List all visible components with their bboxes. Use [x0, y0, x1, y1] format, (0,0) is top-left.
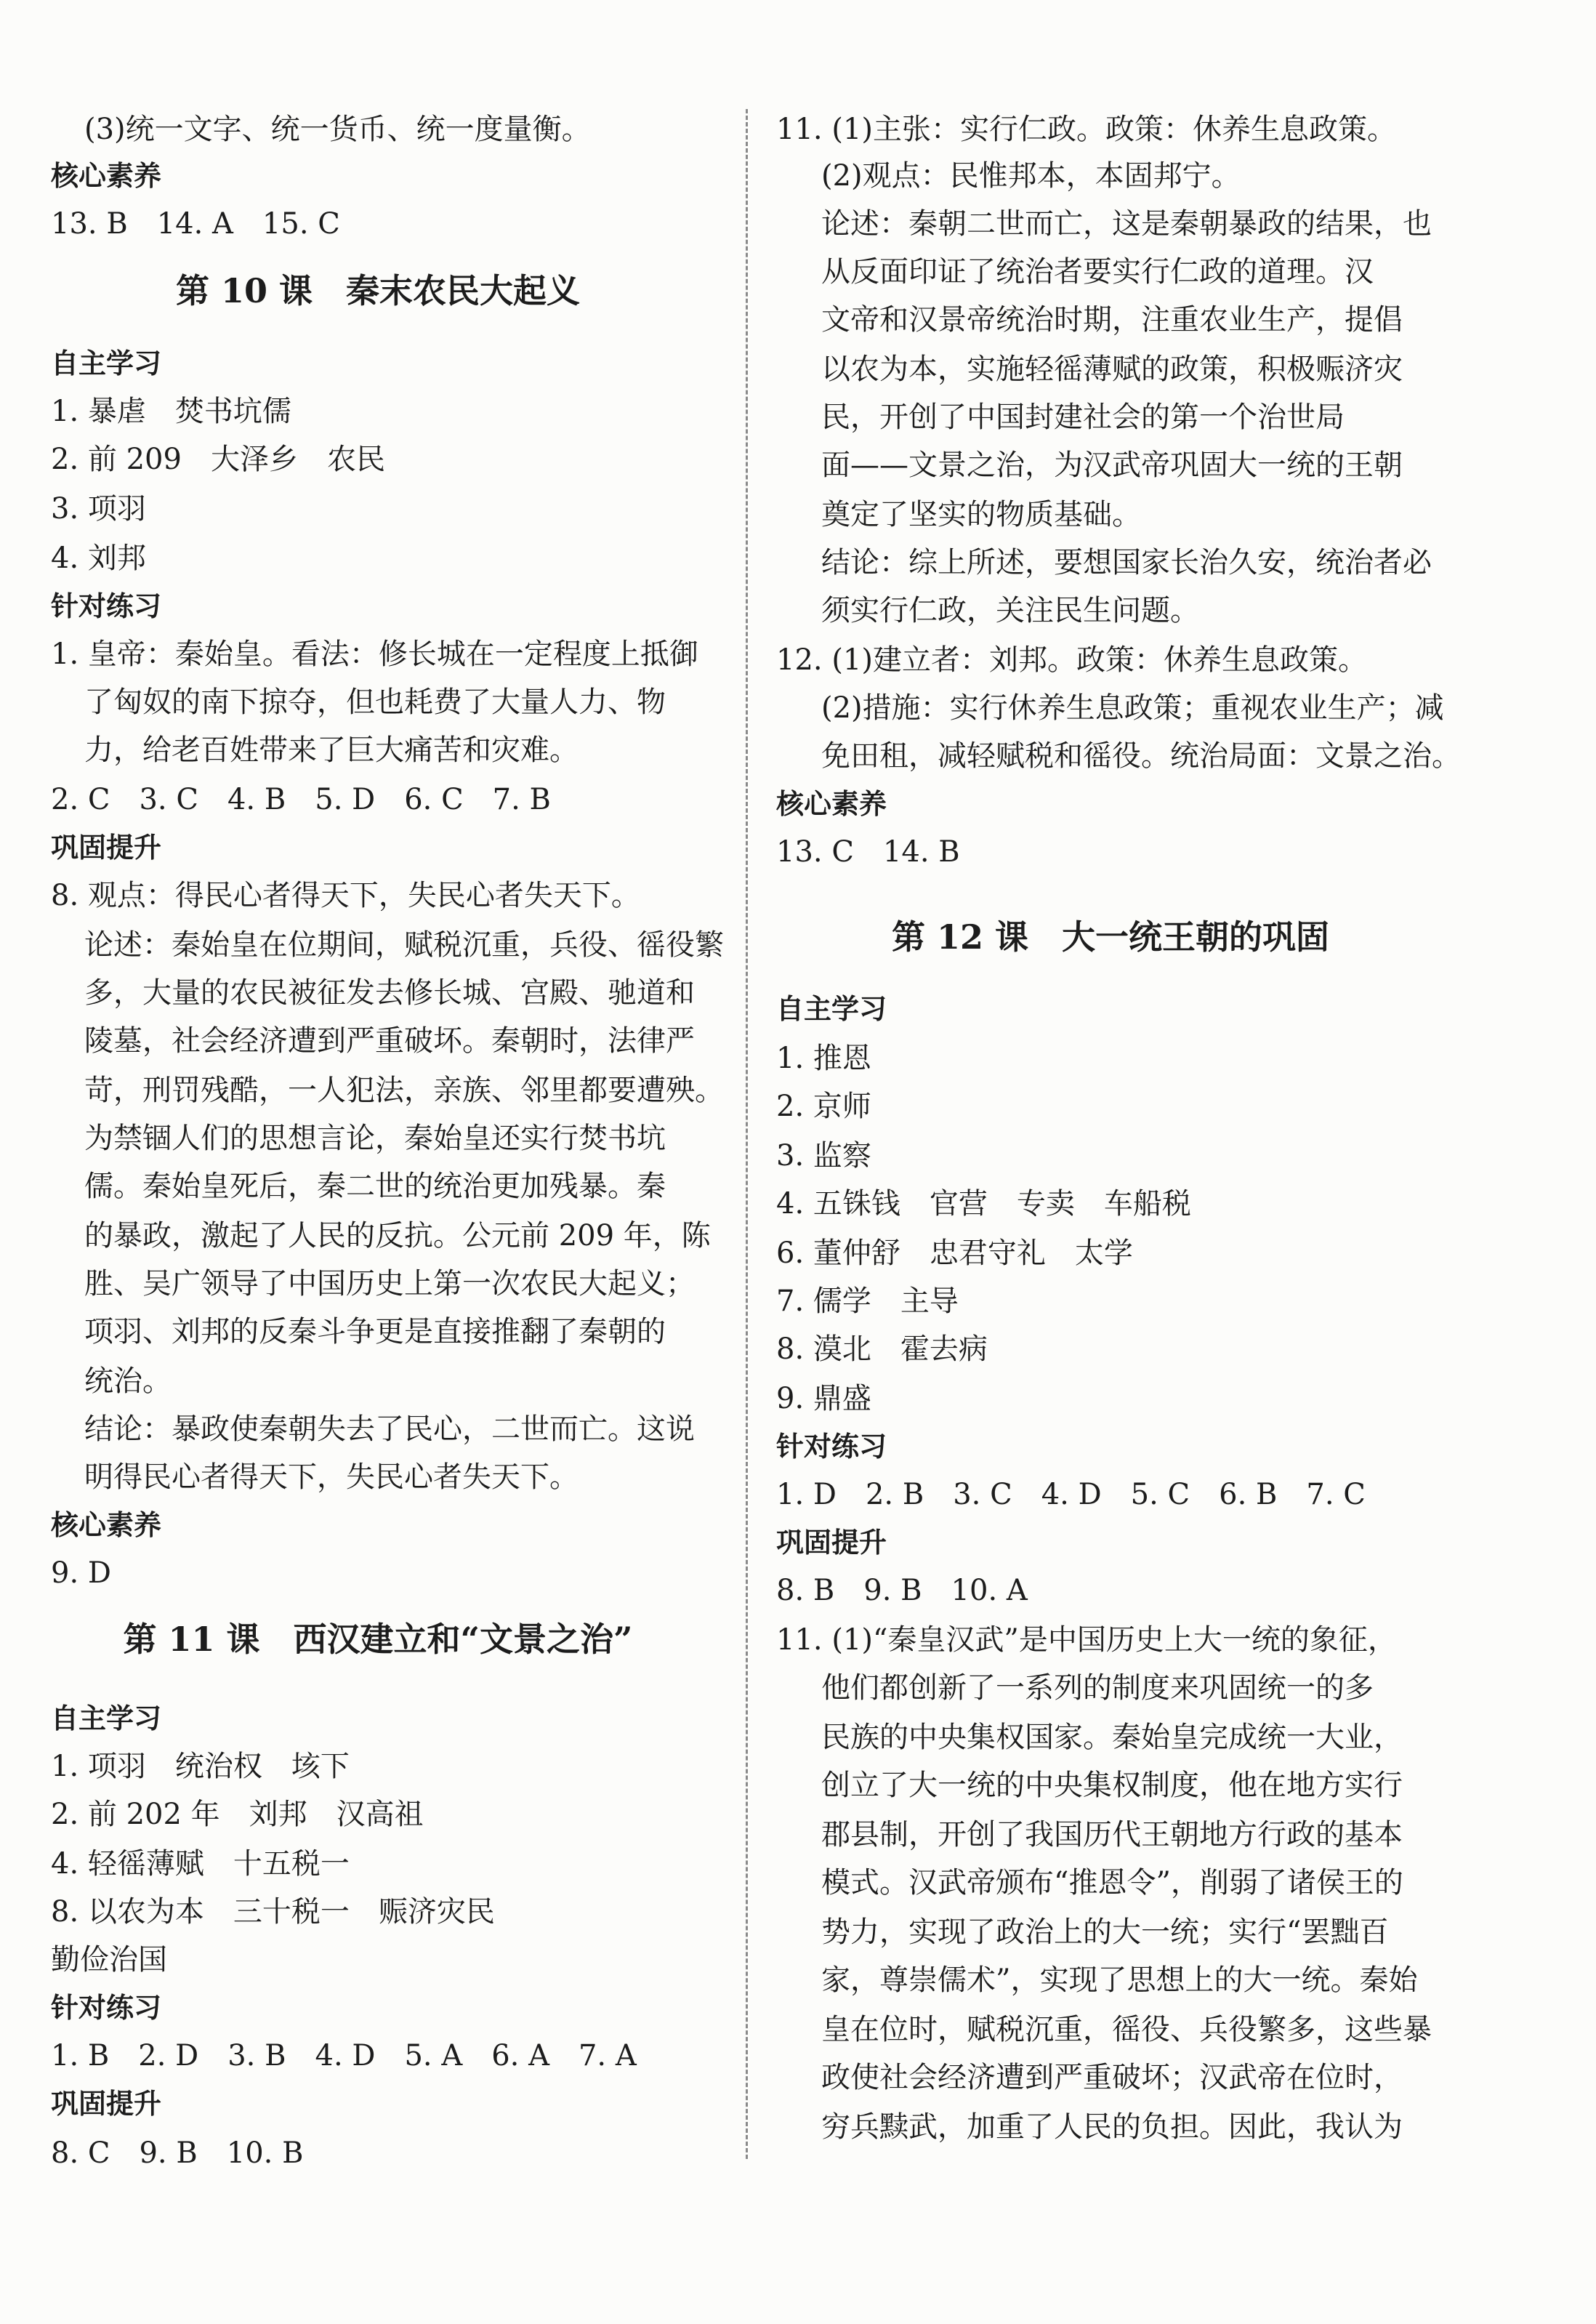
answer-line: 8. 观点：得民心者得天下，失民心者失天下。 [51, 879, 640, 912]
lesson-title: 第 11 课 西汉建立和“文景之治” [123, 1620, 633, 1659]
answer-line: 4. 刘邦 [51, 542, 146, 575]
answer-line: 以农为本，实施轻徭薄赋的政策，积极赈济灾 [821, 353, 1403, 386]
answer-line: 1. 推恩 [776, 1042, 871, 1075]
answer-line: 皇在位时，赋税沉重，徭役、兵役繁多，这些暴 [821, 2013, 1432, 2046]
answer-line: 他们都创新了一系列的制度来巩固统一的多 [821, 1671, 1374, 1705]
answer-line: 苛，刑罚残酷，一人犯法，亲族、邻里都要遭殃。 [84, 1074, 724, 1107]
answer-line: 统治。 [84, 1364, 172, 1398]
answer-line: 3. 项羽 [51, 492, 146, 526]
answer-line: 为禁锢人们的思想言论，秦始皇还实行焚书坑 [84, 1122, 666, 1155]
section-heading: 巩固提升 [51, 2088, 162, 2120]
answer-line: 胜、吴广领导了中国历史上第一次农民大起义； [84, 1267, 695, 1300]
answer-line: 项羽、刘邦的反秦斗争更是直接推翻了秦朝的 [84, 1315, 666, 1348]
answer-line: 论述：秦始皇在位期间，赋税沉重，兵役、徭役繁 [84, 928, 724, 962]
answer-line: 2. 京师 [776, 1090, 871, 1123]
answer-line: 13. C 14. B [776, 835, 960, 869]
answer-line: 民，开创了中国封建社会的第一个治世局 [821, 401, 1345, 434]
answer-line: 面——文景之治，为汉武帝巩固大一统的王朝 [821, 449, 1403, 482]
answer-line: 了匈奴的南下掠夺，但也耗费了大量人力、物 [84, 685, 666, 719]
answer-line: (3)统一文字、统一货币、统一度量衡。 [84, 113, 591, 146]
answer-line: 2. 前 209 大泽乡 农民 [51, 443, 385, 476]
answer-line: 1. 皇帝：秦始皇。看法：修长城在一定程度上抵御 [51, 638, 698, 671]
answer-line: 从反面印证了统治者要实行仁政的道理。汉 [821, 255, 1374, 289]
answer-line: 2. C 3. C 4. B 5. D 6. C 7. B [51, 783, 551, 816]
answer-line: 论述：秦朝二世而亡，这是秦朝暴政的结果，也 [821, 207, 1432, 241]
answer-line: 创立了大一统的中央集权制度，他在地方实行 [821, 1769, 1403, 1802]
answer-line: 明得民心者得天下，失民心者失天下。 [84, 1460, 579, 1494]
answer-line: 郡县制，开创了我国历代王朝地方行政的基本 [821, 1818, 1403, 1851]
answer-line: 1. 项羽 统治权 垓下 [51, 1750, 350, 1783]
answer-line: (2)观点：民惟邦本，本固邦宁。 [821, 159, 1241, 193]
answer-line: 多，大量的农民被征发去修长城、宫殿、驰道和 [84, 976, 695, 1010]
answer-line: 文帝和汉景帝统治时期，注重农业生产，提倡 [821, 303, 1403, 337]
answer-line: 8. 以农为本 三十税一 赈济灾民 [51, 1895, 495, 1929]
answer-line: 力，给老百姓带来了巨大痛苦和灾难。 [84, 733, 579, 767]
lesson-title: 第 10 课 秦末农民大起义 [175, 271, 581, 310]
answer-line: 须实行仁政，关注民生问题。 [821, 594, 1199, 627]
section-heading: 针对练习 [51, 1992, 162, 2024]
section-heading: 巩固提升 [776, 1527, 887, 1559]
answer-line: 7. 儒学 主导 [776, 1284, 959, 1318]
lesson-title: 第 12 课 大一统王朝的巩固 [891, 917, 1330, 957]
answer-line: 8. B 9. B 10. A [776, 1574, 1028, 1607]
answer-line: 11. (1)“秦皇汉武”是中国历史上大一统的象征， [776, 1623, 1397, 1657]
column-divider [746, 109, 748, 2159]
answer-line: 免田租，减轻赋税和徭役。统治局面：文景之治。 [821, 739, 1461, 773]
section-heading: 核心素养 [51, 160, 162, 192]
answer-line: 奠定了坚实的物质基础。 [821, 498, 1141, 531]
answer-line: 3. 监察 [776, 1139, 871, 1173]
section-heading: 核心素养 [776, 788, 887, 820]
section-heading: 巩固提升 [51, 832, 162, 864]
answer-line: 9. 鼎盛 [776, 1382, 871, 1415]
answer-line: 11. (1)主张：实行仁政。政策：休养生息政策。 [776, 113, 1396, 146]
answer-line: 8. C 9. B 10. B [51, 2136, 304, 2170]
answer-line: 势力，实现了政治上的大一统；实行“罢黜百 [821, 1915, 1389, 1949]
answer-line: 的暴政，激起了人民的反抗。公元前 209 年，陈 [84, 1219, 711, 1253]
answer-line: 结论：综上所述，要想国家长治久安，统治者必 [821, 546, 1432, 579]
answer-line: 政使社会经济遭到严重破坏；汉武帝在位时， [821, 2061, 1403, 2094]
answer-line: 陵墓，社会经济遭到严重破坏。秦朝时，法律严 [84, 1024, 695, 1058]
answer-line: 13. B 14. A 15. C [51, 207, 340, 241]
answer-line: 民族的中央集权国家。秦始皇完成统一大业， [821, 1721, 1403, 1754]
answer-line: 4. 五铢钱 官营 专卖 车船税 [776, 1187, 1191, 1221]
section-heading: 自主学习 [776, 993, 887, 1025]
answer-line: 6. 董仲舒 忠君守礼 太学 [776, 1237, 1133, 1270]
answer-line: 2. 前 202 年 刘邦 汉高祖 [51, 1798, 424, 1831]
section-heading: 针对练习 [776, 1431, 887, 1463]
section-heading: 核心素养 [51, 1509, 162, 1541]
answer-line: 家，尊崇儒术”，实现了思想上的大一统。秦始 [821, 1963, 1418, 1997]
answer-line: 儒。秦始皇死后，秦二世的统治更加残暴。秦 [84, 1170, 666, 1203]
answer-line: 勤俭治国 [51, 1943, 167, 1977]
answer-line: 12. (1)建立者：刘邦。政策：休养生息政策。 [776, 643, 1367, 677]
answer-line: 模式。汉武帝颁布“推恩令”，削弱了诸侯王的 [821, 1866, 1403, 1899]
answer-line: 1. 暴虐 焚书坑儒 [51, 395, 291, 428]
answer-line: 穷兵黩武，加重了人民的负担。因此，我认为 [821, 2110, 1403, 2144]
answer-line: 1. D 2. B 3. C 4. D 5. C 6. B 7. C [776, 1478, 1366, 1511]
answer-line: 9. D [51, 1556, 111, 1590]
answer-line: 4. 轻徭薄赋 十五税一 [51, 1847, 350, 1881]
answer-line: 结论：暴政使秦朝失去了民心，二世而亡。这说 [84, 1412, 695, 1446]
section-heading: 自主学习 [51, 347, 162, 379]
answer-line: (2)措施：实行休养生息政策；重视农业生产；减 [821, 691, 1444, 725]
answer-line: 8. 漠北 霍去病 [776, 1332, 988, 1366]
section-heading: 针对练习 [51, 590, 162, 622]
answer-line: 1. B 2. D 3. B 4. D 5. A 6. A 7. A [51, 2039, 637, 2072]
section-heading: 自主学习 [51, 1702, 162, 1734]
